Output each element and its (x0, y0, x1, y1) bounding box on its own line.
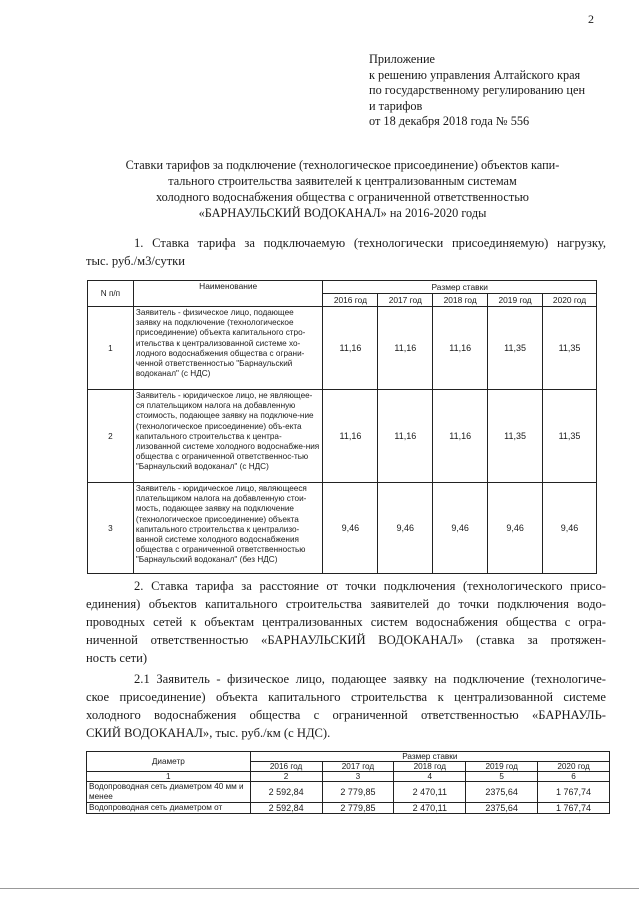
column-number: 5 (466, 772, 538, 782)
rate-value: 11,16 (378, 307, 433, 390)
table-rate-per-distance (86, 751, 610, 814)
header-rate: Размер ставки (250, 752, 609, 762)
section-2-1-line: СКИЙ ВОДОКАНАЛ», тыс. руб./км (с НДС). (86, 726, 331, 740)
page-bottom-divider (0, 888, 639, 889)
appendix-line: по государственному регулированию цен (369, 83, 586, 97)
title-line: тального строительства заявителей к централизованным системам (168, 174, 517, 188)
appendix-line: и тарифов (369, 98, 423, 113)
header-year: 2018 год (394, 762, 466, 772)
rate-value: 2375,64 (466, 803, 538, 814)
rate-value: 2375,64 (466, 782, 538, 803)
title-line: холодного водоснабжения общества с ограниченной ответственностью (156, 190, 529, 204)
section-1-heading (86, 234, 606, 270)
header-year: 2019 год (466, 762, 538, 772)
header-num: N п/п (88, 281, 134, 307)
rate-value: 2 592,84 (250, 782, 322, 803)
row-num: 1 (88, 307, 134, 390)
row-name: Водопроводная сеть диаметром от (87, 803, 251, 814)
section-2-1-line: холодного водоснабжения общества с ограниченной ответственностью «БАРНАУЛЬ- (86, 708, 606, 722)
rate-value: 9,46 (378, 483, 433, 574)
table-row (87, 782, 610, 803)
rate-value: 11,35 (543, 390, 597, 483)
header-name: Наименование (133, 281, 323, 307)
table-row (88, 483, 597, 574)
title-line: Ставки тарифов за подключение (технологическое присоединение) объектов капи- (125, 158, 560, 172)
rate-value: 1 767,74 (538, 782, 610, 803)
row-name: Заявитель - юридическое лицо, являющееся плательщиком налога на добавленную стои-мость, подающее заявку на подключение (технологическое присоединение) объекта капитального строительства к централизо-ванной системе холодного водоснабжения общества с ограниченной ответственностью "Барнаульский водоканал" (без НДС) (133, 483, 323, 574)
column-number: 6 (538, 772, 610, 782)
appendix-line: к решению управления Алтайского края (369, 67, 581, 82)
rate-value: 9,46 (543, 483, 597, 574)
header-diameter: Диаметр (87, 752, 251, 772)
rate-value: 11,35 (488, 307, 543, 390)
rate-value: 2 779,85 (322, 782, 394, 803)
section-2-line: единения) объектов капитального строительства заявителей до точки подключения водо- (86, 597, 606, 611)
table-row (87, 803, 610, 814)
appendix-line: Приложение (369, 52, 435, 66)
header-year: 2020 год (538, 762, 610, 772)
section-2-line: 2. Ставка тарифа за расстояние от точки подключения (технологического присо- (134, 579, 606, 593)
header-year: 2020 год (543, 294, 597, 307)
row-num: 2 (88, 390, 134, 483)
section-2-paragraph (86, 577, 606, 667)
rate-value: 1 767,74 (538, 803, 610, 814)
table-row (88, 390, 597, 483)
header-rate: Размер ставки (323, 281, 597, 294)
row-name: Водопроводная сеть диаметром 40 мм и менее (87, 782, 251, 803)
page-number: 2 (588, 12, 594, 26)
header-year: 2018 год (433, 294, 488, 307)
rate-value: 2 470,11 (394, 803, 466, 814)
section-2-1-line: ское присоединение) объекта капитального строительства к централизованной системе (86, 690, 606, 704)
column-number: 3 (322, 772, 394, 782)
header-year: 2019 год (488, 294, 543, 307)
rate-value: 11,35 (488, 390, 543, 483)
table-rate-per-load (87, 280, 597, 574)
section-2-1-line: 2.1 Заявитель - физическое лицо, подающее заявку на подключение (технологиче- (134, 672, 606, 686)
appendix-line: от 18 декабря 2018 года № 556 (369, 114, 530, 128)
section-1-line: тыс. руб./м3/сутки (86, 254, 186, 268)
rate-value: 11,16 (323, 390, 378, 483)
appendix-block (369, 52, 619, 130)
section-2-1-paragraph (86, 670, 606, 742)
section-1-line: 1. Ставка тарифа за подключаемую (технологически присоединяемую) нагрузку, (134, 236, 606, 250)
header-year: 2016 год (250, 762, 322, 772)
table-row (88, 307, 597, 390)
rate-value: 9,46 (433, 483, 488, 574)
rate-value: 2 592,84 (250, 803, 322, 814)
header-year: 2017 год (378, 294, 433, 307)
rate-value: 2 470,11 (394, 782, 466, 803)
rate-value: 11,16 (433, 307, 488, 390)
document-title (60, 157, 625, 221)
header-year: 2016 год (323, 294, 378, 307)
rate-value: 11,16 (378, 390, 433, 483)
section-2-line: проводных сетей к объектам централизованных систем водоснабжения общества с огра- (86, 615, 606, 629)
column-number: 2 (250, 772, 322, 782)
rate-value: 11,16 (323, 307, 378, 390)
section-2-line: ниченной ответственностью «БАРНАУЛЬСКИЙ ВОДОКАНАЛ» (ставка за протяжен- (86, 633, 606, 647)
row-name: Заявитель - физическое лицо, подающее заявку на подключение (технологическое присоединение) объекта капитального стро-ительства к централизованной системе хо-лодного водоснабжения общества с ограни-ченной ответственностью "Барнаульский водоканал" (с НДС) (133, 307, 323, 390)
row-name: Заявитель - юридическое лицо, не являющее-ся плательщиком налога на добавленную стоимость, подающее заявку на подключе-ние (технологическое присоединение) объ-екта капитального строительства к центра-лизованной системе холодного водоснабже-ния общества с ограниченной ответственнос-тью "Барнаульский водоканал" (с НДС) (133, 390, 323, 483)
rate-value: 2 779,85 (322, 803, 394, 814)
column-number: 4 (394, 772, 466, 782)
rate-value: 11,35 (543, 307, 597, 390)
row-num: 3 (88, 483, 134, 574)
rate-value: 9,46 (323, 483, 378, 574)
rate-value: 9,46 (488, 483, 543, 574)
section-2-line: ность сети) (86, 651, 148, 665)
header-year: 2017 год (322, 762, 394, 772)
rate-value: 11,16 (433, 390, 488, 483)
title-line: «БАРНАУЛЬСКИЙ ВОДОКАНАЛ» на 2016-2020 годы (198, 206, 487, 220)
column-number: 1 (87, 772, 251, 782)
